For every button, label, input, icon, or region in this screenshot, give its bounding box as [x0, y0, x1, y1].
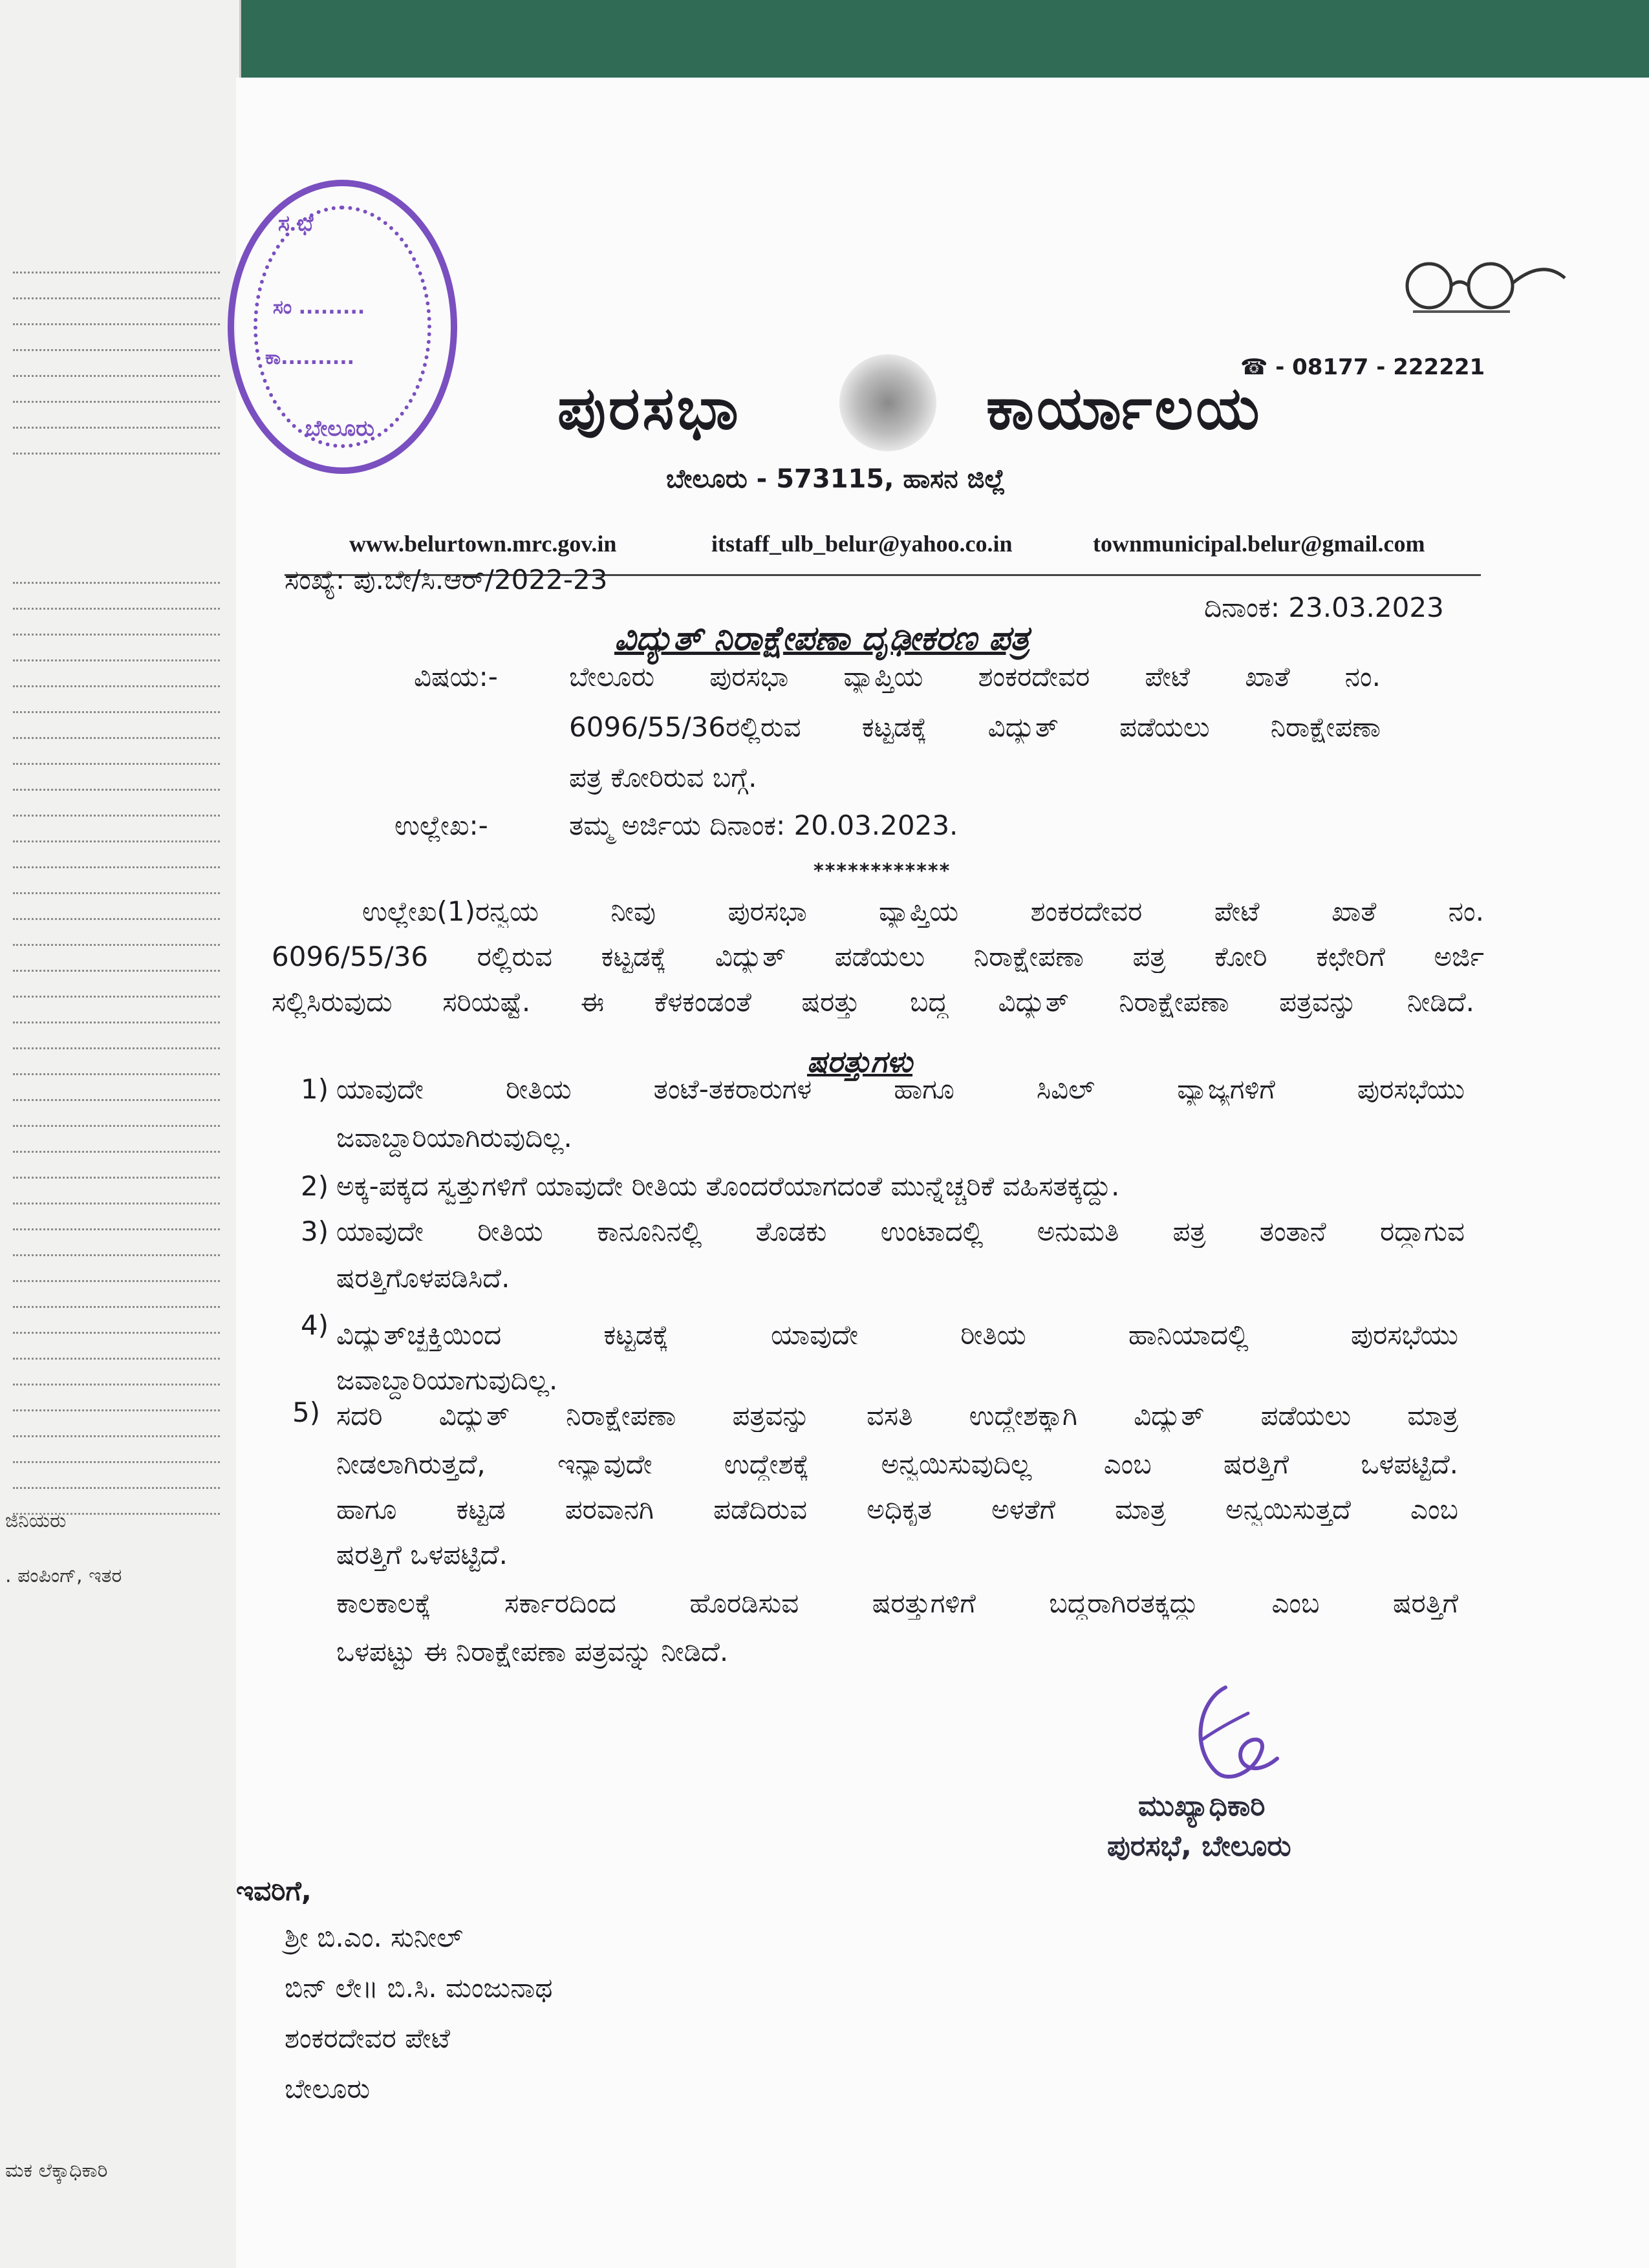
dotted-line: [13, 815, 220, 817]
phone-icon: ☎: [1240, 354, 1268, 380]
separator-stars: ************: [814, 860, 951, 883]
condition-line: ವಿದ್ಯುತ್‌ಚ್ಛಕ್ತಿಯಿಂದ ಕಟ್ಟಡಕ್ಕೆ ಯಾವುದೇ ರೀತಿಯ ಹಾನಿಯಾದಲ್ಲಿ ಪುರಸಭೆಯು: [336, 1319, 1458, 1351]
condition-number: 5): [292, 1396, 321, 1428]
recipient-label: ಇವರಿಗೆ,: [236, 1875, 312, 1907]
dotted-line: [13, 918, 220, 920]
header-title-left: ಪುರಸಭಾ: [557, 374, 741, 443]
dotted-line: [13, 1151, 220, 1153]
dotted-line: [13, 1228, 220, 1230]
dotted-line: [13, 349, 220, 351]
reference-number: ಸಂಖ್ಯೆ: ಪು.ಬೇ/ಸಿ.ಆರ್/2022-23: [285, 564, 608, 595]
dotted-line: [13, 634, 220, 636]
dotted-line: [13, 1435, 220, 1437]
condition-line: ಜವಾಬ್ದಾರಿಯಾಗುವುದಿಲ್ಲ.: [336, 1364, 558, 1396]
dotted-line: [13, 1461, 220, 1463]
condition-number: 3): [301, 1215, 329, 1247]
dotted-line: [13, 1409, 220, 1411]
dotted-line: [13, 1022, 220, 1023]
dotted-line: [13, 401, 220, 403]
condition-line: ಸದರಿ ವಿದ್ಯುತ್ ನಿರಾಕ್ಷೇಪಣಾ ಪತ್ರವನ್ನು ವಸತಿ ಉದ್ದೇಶಕ್ಕಾಗಿ ವಿದ್ಯುತ್ ಪಡೆಯಲು ಮಾತ್ರ: [336, 1400, 1458, 1431]
signatory-designation: ಮುಖ್ಯಾಧಿಕಾರಿ: [1138, 1790, 1266, 1823]
body-line: 6096/55/36 ರಲ್ಲಿರುವ ಕಟ್ಟಡಕ್ಕೆ ವಿದ್ಯುತ್ ಪಡೆಯಲು ನಿರಾಕ್ಷೇಪಣಾ ಪತ್ರ ಕೋರಿ ಕಛೇರಿಗೆ ಅರ್ಜಿ: [272, 941, 1484, 972]
condition-number: 4): [301, 1309, 329, 1341]
body-line: ಉಲ್ಲೇಖ(1)ರನ್ವಯ ನೀವು ಪುರಸಭಾ ವ್ಯಾಪ್ತಿಯ ಶಂಕರದೇವರ ಪೇಟೆ ಖಾತೆ ನಂ.: [362, 895, 1484, 927]
dotted-line: [13, 1306, 220, 1308]
underlying-text: ಜಿನಿಯರು: [5, 1510, 67, 1532]
dotted-line: [13, 1280, 220, 1282]
seal-text-top: ಸ ಭೆ: [278, 211, 314, 237]
seal-text-bottom: ಬೇಲೂರು: [305, 416, 374, 442]
email-primary[interactable]: itstaff_ulb_belur@yahoo.co.in: [711, 531, 1013, 557]
dotted-line: [13, 427, 220, 429]
reference-label: ಉಲ್ಲೇಖ:-: [394, 809, 488, 841]
dotted-line: [13, 1384, 220, 1385]
condition-number: 1): [301, 1073, 329, 1105]
document-title: ವಿದ್ಯುತ್ ನಿರಾಕ್ಷೇಪಣಾ ದೃಢೀಕರಣ ಪತ್ರ: [614, 619, 1029, 658]
dotted-line: [13, 297, 220, 299]
office-seal: [228, 180, 457, 474]
dotted-line: [13, 840, 220, 842]
subject-line: ಬೇಲೂರು ಪುರಸಭಾ ವ್ಯಾಪ್ತಿಯ ಶಂಕರದೇವರ ಪೇಟೆ ಖಾತೆ ನಂ.: [569, 661, 1381, 692]
dotted-line: [13, 453, 220, 455]
dotted-line: [13, 685, 220, 687]
underlying-text: ಮಕ ಲೆಕ್ಕಾಧಿಕಾರಿ: [5, 2159, 108, 2182]
recipient-line: ಬೇಲೂರು: [285, 2073, 371, 2104]
seal-text-middle: ಸಂ .........: [273, 296, 365, 319]
background-strip: [0, 0, 1649, 84]
condition-line: ಯಾವುದೇ ರೀತಿಯ ತಂಟೆ-ತಕರಾರುಗಳ ಹಾಗೂ ಸಿವಿಲ್ ವ್ಯಾಜ್ಯಗಳಿಗೆ ಪುರಸಭೆಯು: [336, 1073, 1465, 1105]
subject-line: ಪತ್ರ ಕೋರಿರುವ ಬಗ್ಗೆ.: [569, 762, 757, 793]
condition-line: ನೀಡಲಾಗಿರುತ್ತದೆ, ಇನ್ಯಾವುದೇ ಉದ್ದೇಶಕ್ಕೆ ಅನ್ವಯಿಸುವುದಿಲ್ಲ ಎಂಬ ಷರತ್ತಿಗೆ ಒಳಪಟ್ಟಿದೆ.: [336, 1448, 1458, 1480]
dotted-line: [13, 608, 220, 610]
condition-line: ಷರತ್ತಿಗೆ ಒಳಪಟ್ಟಿದೆ.: [336, 1539, 508, 1570]
dotted-line: [13, 970, 220, 972]
dotted-line: [13, 1177, 220, 1179]
recipient-line: ಶ್ರೀ ಬಿ.ಎಂ. ಸುನೀಲ್: [285, 1921, 464, 1953]
seal-text-middle: ಕಾ..........: [265, 347, 355, 369]
closing-line: ಕಾಲಕಾಲಕ್ಕೆ ಸರ್ಕಾರದಿಂದ ಹೊರಡಿಸುವ ಷರತ್ತುಗಳಿಗೆ ಬದ್ಧರಾಗಿರತಕ್ಕದ್ದು ಎಂಬ ಷರತ್ತಿಗೆ: [336, 1587, 1458, 1619]
dotted-line: [13, 375, 220, 377]
subject-line: 6096/55/36ರಲ್ಲಿರುವ ಕಟ್ಟಡಕ್ಕೆ ವಿದ್ಯುತ್ ಪಡೆಯಲು ನಿರಾಕ್ಷೇಪಣಾ: [569, 711, 1381, 743]
dotted-line: [13, 789, 220, 791]
dotted-line: [13, 1487, 220, 1489]
email-secondary[interactable]: townmunicipal.belur@gmail.com: [1093, 531, 1425, 557]
swachh-bharat-logo: [1394, 259, 1568, 320]
closing-line: ಒಳಪಟ್ಟು ಈ ನಿರಾಕ್ಷೇಪಣಾ ಪತ್ರವನ್ನು ನೀಡಿದೆ.: [336, 1636, 729, 1667]
dotted-line: [13, 582, 220, 584]
subject-label: ವಿಷಯ:-: [414, 661, 498, 692]
dotted-line: [13, 892, 220, 894]
condition-line: ಹಾಗೂ ಕಟ್ಟಡ ಪರವಾನಗಿ ಪಡೆದಿರುವ ಅಧಿಕೃತ ಅಳತೆಗೆ ಮಾತ್ರ ಅನ್ವಯಿಸುತ್ತದೆ ಎಂಬ: [336, 1493, 1458, 1525]
dotted-line: [13, 1254, 220, 1256]
dotted-line: [13, 1358, 220, 1360]
signature: [1164, 1674, 1293, 1804]
body-line: ಸಲ್ಲಿಸಿರುವುದು ಸರಿಯಷ್ಟೆ. ಈ ಕೆಳಕಂಡಂತೆ ಷರತ್ತು ಬದ್ಧ ವಿದ್ಯುತ್ ನಿರಾಕ್ಷೇಪಣಾ ಪತ್ರವನ್ನು ನೀಡಿದೆ.: [272, 986, 1474, 1018]
dotted-line: [13, 711, 220, 713]
dotted-line: [13, 1332, 220, 1334]
website[interactable]: www.belurtown.mrc.gov.in: [349, 531, 617, 557]
office-address: ಬೇಲೂರು - 573115, ಹಾಸನ ಜಿಲ್ಲೆ: [666, 464, 1006, 494]
condition-line: ಯಾವುದೇ ರೀತಿಯ ಕಾನೂನಿನಲ್ಲಿ ತೊಡಕು ಉಂಟಾದಲ್ಲಿ ಅನುಮತಿ ಪತ್ರ ತಂತಾನೆ ರದ್ದಾಗುವ: [336, 1215, 1465, 1247]
phone-number: [1240, 354, 1485, 380]
dotted-line: [13, 763, 220, 765]
dotted-line: [13, 323, 220, 325]
dotted-line: [13, 272, 220, 273]
dotted-line: [13, 1203, 220, 1204]
letter-date: ದಿನಾಂಕ: 23.03.2023: [1204, 592, 1444, 623]
dotted-line: [13, 1099, 220, 1101]
dotted-line: [13, 944, 220, 946]
phone-text: - 08177 - 222221: [1275, 354, 1485, 380]
dotted-line: [13, 659, 220, 661]
signatory-office: ಪುರಸಭೆ, ಬೇಲೂರು: [1107, 1830, 1291, 1863]
condition-line: ಜವಾಬ್ದಾರಿಯಾಗಿರುವುದಿಲ್ಲ.: [336, 1122, 572, 1153]
underlying-sheet: [0, 0, 241, 2268]
conditions-heading: ಷರತ್ತುಗಳು: [807, 1044, 913, 1079]
condition-line: ಷರತ್ತಿಗೊಳಪಡಿಸಿದೆ.: [336, 1262, 510, 1294]
condition-number: 2): [301, 1170, 329, 1202]
recipient-line: ಶಂಕರದೇವರ ಪೇಟೆ: [285, 2022, 451, 2054]
dotted-line: [13, 1047, 220, 1049]
reference-text: ತಮ್ಮ ಅರ್ಜಿಯ ದಿನಾಂಕ: 20.03.2023.: [569, 809, 958, 841]
dotted-line: [13, 737, 220, 739]
dotted-line: [13, 866, 220, 868]
seal-inner-ring: [253, 206, 431, 448]
dotted-line: [13, 1125, 220, 1127]
header-title-right: ಕಾರ್ಯಾಲಯ: [986, 374, 1262, 443]
dotted-line: [13, 1073, 220, 1075]
underlying-text: . ಪಂಪಿಂಗ್, ಇತರ: [5, 1565, 122, 1587]
condition-line: ಅಕ್ಕ-ಪಕ್ಕದ ಸ್ವತ್ತುಗಳಿಗೆ ಯಾವುದೇ ರೀತಿಯ ತೊಂದರೆಯಾಗದಂತೆ ಮುನ್ನೆಚ್ಚರಿಕೆ ವಹಿಸತಕ್ಕದ್ದು.: [336, 1170, 1120, 1202]
recipient-line: ಬಿನ್ ಲೇ॥ ಬಿ.ಸಿ. ಮಂಜುನಾಥ: [285, 1972, 553, 2004]
dotted-line: [13, 996, 220, 998]
municipal-emblem: [839, 354, 936, 451]
